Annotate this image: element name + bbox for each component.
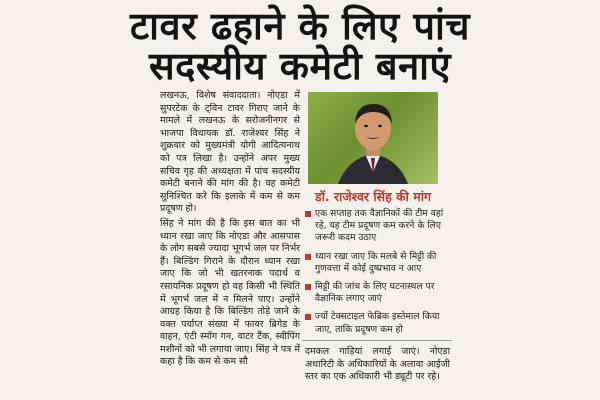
bullet-square-icon <box>305 254 311 260</box>
bullet-text: मिट्टी की जांच के लिए घटनास्थल पर वैज्ञानिक लगाए जाएं <box>315 281 435 305</box>
bullet-item <box>305 208 445 245</box>
bullet-text: एक सप्ताह तक वैज्ञानिकों की टीम वहां रहे, यह टीम प्रदूषण कम करने के लिए जरूरी कदम उठाए <box>315 208 444 244</box>
headline-line-1: टावर ढहाने के लिए पांच <box>130 4 470 48</box>
bullet-item <box>305 311 445 335</box>
article-paragraph-2: सिंह ने मांग की है कि इस बात का भी ध्यान रखा जाए कि नोएडा और आसपास के लोग सबसे ज्यादा भूगर्भ जल पर निर्भर हैं। बिल्डिंग गिराने के दौरान ध्यान रखा जाए कि जो भी खतरनाक पदार्थ व रसायनिक प्रदूषण हो वह किसी भी स्थिति में भूगर्भ जल में न मिलने पाए। उन्होंने आग्रह किया है कि बिल्डिंग तोड़े जाने के वक्त पर्याप्त संख्या में फायर ब्रिगेड के वाहन, एंटी स्मॉग गन, वाटर टैंक, स्वीपिंग मशीनों को भी लगाया जाए। सिंह ने पत्र में कहा है कि कम से कम सौ <box>160 217 300 368</box>
photo-caption: डॉ. राजेश्वर सिंह की मांग <box>315 189 431 204</box>
headline-line-2: सदस्यीय कमेटी बनाएं <box>148 44 452 88</box>
demand-bullets <box>305 208 445 342</box>
bullet-text: ध्यान रखा जाए कि मलबे से मिट्टी की गुणवत्ता में कोई दुष्प्रभाव न आए <box>315 250 437 274</box>
portrait-photo-icon <box>308 92 438 184</box>
bullet-square-icon <box>305 284 311 290</box>
bullet-square-icon <box>305 314 311 320</box>
divider <box>302 340 452 341</box>
bullet-item <box>305 251 445 275</box>
bullet-item <box>305 281 445 305</box>
portrait-photo <box>308 92 438 184</box>
bullet-text: ज्यों टेक्सटाइल फेब्रिक इस्तेमाल किया जाए, ताकि प्रदूषण कम हो <box>315 311 440 335</box>
article-paragraph-1: लखनऊ, विशेष संवाददाता। नोएडा में सुपरटेक के ट्विन टावर गिराए जाने के मामले में लखनऊ के सरोजनीनगर से भाजपा विधायक डॉ. राजेश्वर सिंह ने शुक्रवार को मुख्यमंत्री योगी आदित्यनाथ को पत्र लिखा है। उन्होंने अपर मुख्य सचिव गृह की अध्यक्षता में पांच सदस्यीय कमेटी बनाने की मांग की है। वह कमेटी सुनिश्चित करे कि इलाके में कम से कम प्रदूषण हो। <box>160 90 300 215</box>
article-body <box>160 90 300 371</box>
bullet-square-icon <box>305 211 311 217</box>
article-continuation: दमकल गाड़ियां लगाई जाएं। नोएडा अथारिटी के अधिकारियों के अलावा आईजी स्तर का एक अधिकारी भी ड्यूटी पर रहे। <box>305 346 450 383</box>
